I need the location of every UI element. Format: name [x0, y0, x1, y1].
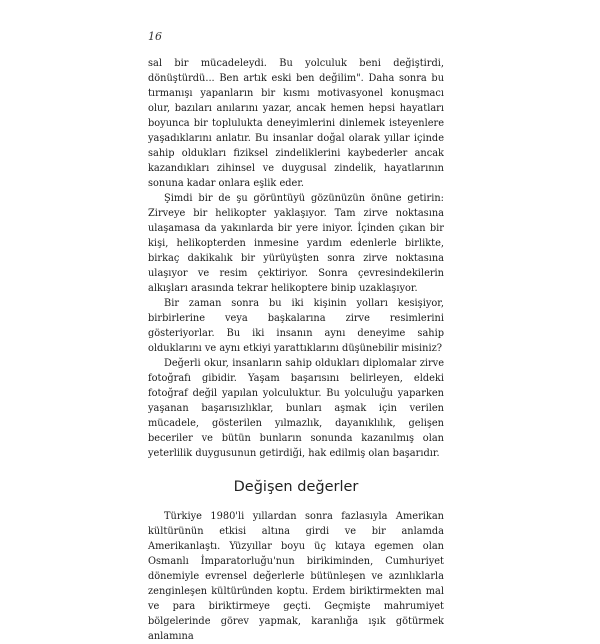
paragraph: Türkiye 1980'li yıllardan sonra fazlasıyla Amerikan kültürünün etkisi altına girdi ve bir anlamda Amerikanlaştı. Yüzyıllar boyu üç kıtaya egemen olan Osmanlı İmparatorluğu'nun birikiminden, Cumhuriyet dönemiyle evrensel değerlerle bütünleşen ve azınlıklarla zenginleşen kültüründen koptu. Erdem biriktirmekten mal ve para biriktirmeye geçti. Geçmişte mahrumiyet bölgelerinde görev yapmak, karanlığa ışık götürmek anlamına — [148, 511, 444, 642]
paragraph: Değerli okur, insanların sahip oldukları diplomalar zirve fotoğrafı gibidir. Yaşam başarısını belirleyen, eldeki fotoğraf değil yapılan yolculuktur. Bu yolculuğu yaparken yaşanan başarısızlıklar, bunları aşmak için verilen mücadele, gösterilen yılmazlık, dayanıklılık, gelişen beceriler ve bütün bunların sonunda kazanılmış olan yeterlilik duygusunun getirdiği, hak edilmiş olan başarıdır. — [148, 358, 444, 459]
page-number: 16 — [148, 30, 162, 43]
paragraph: Bir zaman sonra bu iki kişinin yolları kesişiyor, birbirlerine veya başkalarına zirve resimlerini gösteriyorlar. Bu iki insanın aynı deneyime sahip olduklarını ve aynı etkiyi yarattıklarını düşünebilir misiniz? — [148, 298, 444, 354]
paragraph: Şimdi bir de şu görüntüyü gözünüzün önüne getirin: Zirveye bir helikopter yaklaşıyor. Tam zirve noktasına ulaşamasa da yakınlarda bir yere iniyor. İçinden çıkan bir kişi, helikopterden inmesine yardım edenlerle birlikte, birkaç dakikalık bir yürüyüşten sonra zirve noktasına ulaşıyor ve resim çektiriyor. Sonra çevresindekilerin alkışları arasında tekrar helikoptere binip uzaklaşıyor. — [148, 193, 444, 294]
body-text — [148, 56, 444, 644]
paragraph: sal bir mücadeleydi. Bu yolculuk beni değiştirdi, dönüştürdü... Ben artık eski ben değilim". Daha sonra bu tırmanışı yapanların bir kısmı motivasyonel konuşmacı olur, bazıları anılarını yazar, ancak hemen hepsi hayatları boyunca bir toplulukta deneyimlerini dinlemek isteyenlere yaşadıklarını anlatır. Bu insanlar doğal olarak yıllar içinde sahip oldukları fiziksel zindeliklerini kaybederler ancak kazandıkları zihinsel ve duygusal zindelik, hayatlarının sonuna kadar onlara eşlik eder. — [148, 58, 444, 189]
section-heading: Değişen değerler — [233, 479, 359, 495]
